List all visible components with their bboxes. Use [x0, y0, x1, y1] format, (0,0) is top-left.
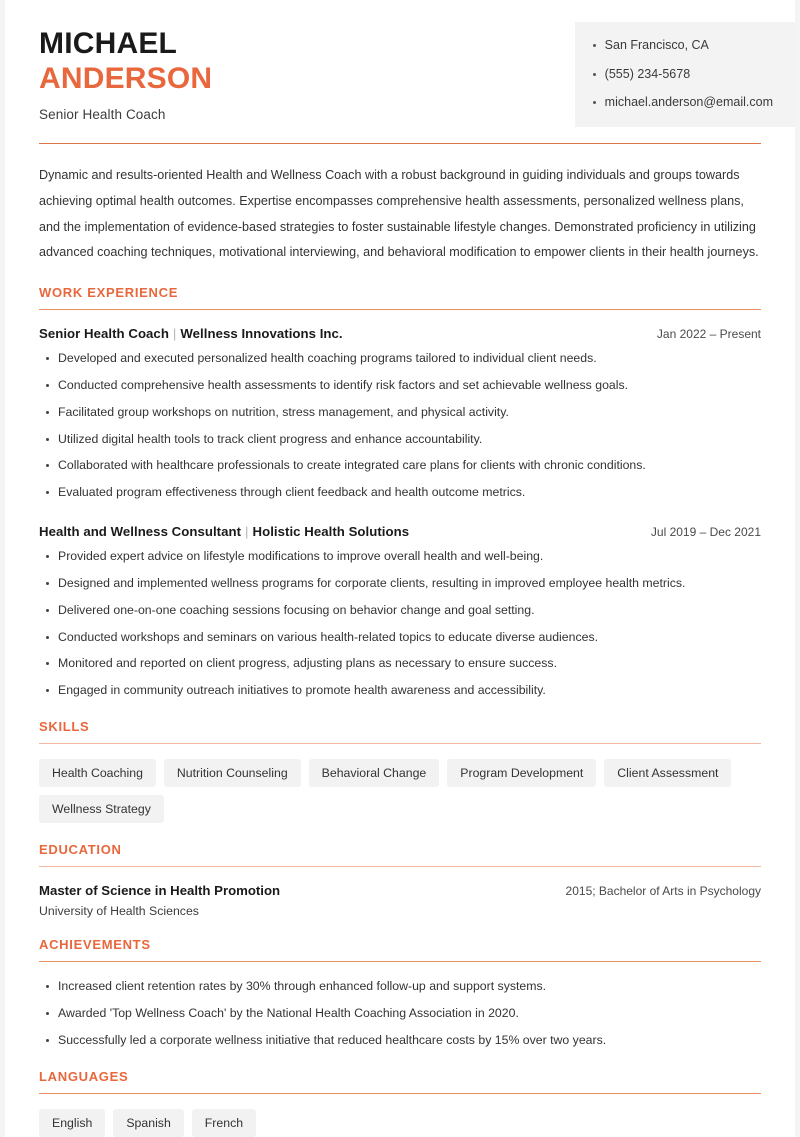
job-title-company	[39, 524, 409, 539]
section-divider	[39, 866, 761, 867]
education-school: University of Health Sciences	[39, 904, 199, 919]
section-work-experience	[39, 285, 761, 700]
skill-tag: Health Coaching	[39, 759, 156, 787]
bullet-item: Increased client retention rates by 30% through enhanced follow-up and support systems.	[56, 978, 761, 996]
job-entry	[39, 524, 761, 700]
skills-tag-list	[39, 759, 761, 823]
bullet-item: Developed and executed personalized health coaching programs tailored to individual client needs.	[56, 350, 761, 368]
bullet-item: Provided expert advice on lifestyle modifications to improve overall health and well-being.	[56, 548, 761, 566]
language-tag: French	[192, 1109, 256, 1137]
identity-block	[39, 22, 212, 122]
section-title-work-experience: WORK EXPERIENCE	[39, 285, 179, 301]
job-company-text: Holistic Health Solutions	[252, 524, 410, 540]
contact-location-text: San Francisco, CA	[604, 38, 709, 52]
contact-phone	[603, 67, 773, 83]
section-skills	[39, 719, 761, 823]
bullet-item: Collaborated with healthcare professionals to create integrated care plans for clients with chronic conditions.	[56, 457, 761, 475]
contact-email	[603, 95, 773, 111]
section-title-achievements: ACHIEVEMENTS	[39, 937, 151, 953]
job-bullet-list	[39, 548, 761, 700]
job-company-text: Wellness Innovations Inc.	[180, 326, 343, 342]
bullet-item: Utilized digital health tools to track client progress and enhance accountability.	[56, 431, 761, 449]
section-divider	[39, 743, 761, 744]
header-divider	[39, 143, 761, 144]
title-separator: |	[245, 524, 249, 540]
job-role-text: Senior Health Coach	[39, 326, 169, 342]
bullet-item: Evaluated program effectiveness through client feedback and health outcome metrics.	[56, 484, 761, 502]
contact-list	[589, 38, 773, 111]
resume-page	[5, 0, 795, 1137]
professional-summary: Dynamic and results-oriented Health and Wellness Coach with a robust background in guiding individuals and groups towards achieving optimal health outcomes. Expertise encompasses comprehensive health assessments, personalized wellness plans, and the implementation of evidence-based strategies to foster sustainable lifestyle changes. Demonstrated proficiency in utilizing advanced coaching techniques, motivational interviewing, and behavioral modification to empower clients in their health journeys.	[39, 167, 759, 260]
section-divider	[39, 961, 761, 962]
job-header	[39, 524, 761, 539]
language-tag: English	[39, 1109, 105, 1137]
section-achievements	[39, 937, 761, 1049]
section-languages	[39, 1069, 761, 1137]
headline-job-title: Senior Health Coach	[39, 107, 166, 123]
bullet-item: Facilitated group workshops on nutrition, stress management, and physical activity.	[56, 404, 761, 422]
bullet-item: Engaged in community outreach initiatives to promote health awareness and accessibility.	[56, 682, 761, 700]
education-entry	[39, 883, 761, 918]
skill-tag: Wellness Strategy	[39, 795, 164, 823]
education-header	[39, 883, 761, 898]
skill-tag: Client Assessment	[604, 759, 731, 787]
first-name: MICHAEL	[39, 27, 178, 60]
section-title-skills: SKILLS	[39, 719, 90, 735]
achievements-bullet-list	[39, 978, 761, 1049]
job-bullet-list	[39, 350, 761, 502]
bullet-item: Conducted comprehensive health assessments to identify risk factors and set achievable wellness goals.	[56, 377, 761, 395]
resume-header	[39, 0, 773, 127]
education-meta: 2015; Bachelor of Arts in Psychology	[565, 884, 761, 899]
contact-info-box	[575, 22, 795, 127]
job-dates: Jan 2022 – Present	[656, 327, 761, 342]
job-role-text: Health and Wellness Consultant	[39, 524, 242, 540]
job-title-company	[39, 326, 343, 341]
skill-tag: Nutrition Counseling	[164, 759, 301, 787]
section-divider	[39, 1093, 761, 1094]
job-dates: Jul 2019 – Dec 2021	[650, 525, 761, 540]
contact-email-text: michael.anderson@email.com	[604, 95, 773, 110]
skill-tag: Program Development	[447, 759, 596, 787]
job-header	[39, 326, 761, 341]
bullet-item: Monitored and reported on client progress, adjusting plans as necessary to ensure success.	[56, 655, 761, 673]
education-degree: Master of Science in Health Promotion	[39, 883, 281, 899]
bullet-item: Awarded 'Top Wellness Coach' by the National Health Coaching Association in 2020.	[56, 1005, 761, 1023]
section-divider	[39, 309, 761, 310]
last-name: ANDERSON	[39, 62, 213, 96]
achievements-body	[39, 978, 761, 1049]
bullet-item: Successfully led a corporate wellness initiative that reduced healthcare costs by 15% over two years.	[56, 1032, 761, 1050]
languages-tag-list	[39, 1109, 761, 1137]
title-separator: |	[172, 326, 177, 342]
job-entry	[39, 326, 761, 502]
bullet-item: Conducted workshops and seminars on various health-related topics to educate diverse audiences.	[56, 629, 761, 647]
contact-location	[603, 38, 773, 54]
language-tag: Spanish	[113, 1109, 183, 1137]
section-title-languages: LANGUAGES	[39, 1068, 129, 1084]
skill-tag: Behavioral Change	[309, 759, 440, 787]
bullet-item: Delivered one-on-one coaching sessions focusing on behavior change and goal setting.	[56, 602, 761, 620]
bullet-item: Designed and implemented wellness programs for corporate clients, resulting in improved employee health metrics.	[56, 575, 761, 593]
contact-phone-text: (555) 234-5678	[604, 66, 691, 81]
section-education	[39, 842, 761, 918]
section-title-education: EDUCATION	[39, 842, 122, 858]
